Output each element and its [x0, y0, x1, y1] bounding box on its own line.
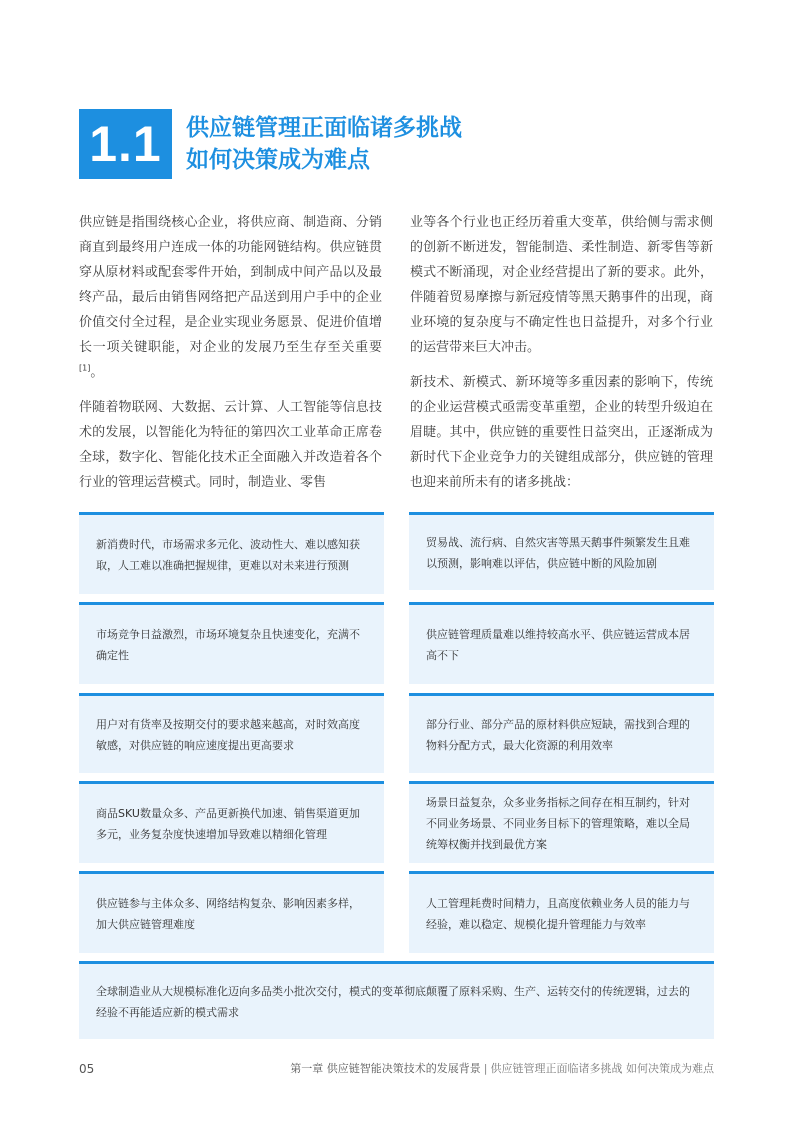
challenge-box — [79, 512, 384, 594]
challenge-box — [79, 693, 384, 773]
challenge-box — [409, 781, 714, 863]
paragraph-industry-change: 业等各个行业也正经历着重大变革，供给侧与需求侧的创新不断迸发，智能制造、柔性制造、新零售等新模式不断涌现，对企业经营提出了新的要求。此外，伴随着贸易摩擦与新冠疫情等黑天鹅事件的出现，商业环境的复杂度与不确定性也日益提升，对多个行业的运营带来巨大冲击。 — [410, 215, 713, 355]
paragraph-technology: 伴随着物联网、大数据、云计算、人工智能等信息技术的发展，以智能化为特征的第四次工业革命正席卷全球，数字化、智能化技术正全面融入并改造着各个行业的管理运营模式。同时，制造业、零售 — [79, 400, 382, 490]
challenge-box — [409, 871, 714, 953]
paragraph-end: 。 — [90, 365, 104, 380]
citation-ref[interactable]: [1] — [79, 363, 91, 373]
challenge-box — [79, 602, 384, 684]
footer-separator: | — [483, 1062, 488, 1075]
challenge-text: 供应链管理质量难以维持较高水平、供应链运营成本居高不下 — [426, 627, 690, 662]
challenge-box — [409, 602, 714, 684]
challenge-box — [79, 871, 384, 953]
challenge-text: 商品SKU数量众多、产品更新换代加速、销售渠道更加多元，业务复杂度快速增加导致难以精细化管理 — [96, 806, 360, 841]
challenge-text: 供应链参与主体众多、网络结构复杂、影响因素多样，加大供应链管理难度 — [96, 896, 360, 931]
challenge-text: 人工管理耗费时间精力，且高度依赖业务人员的能力与经验，难以稳定、规模化提升管理能力与效率 — [426, 896, 690, 931]
footer-chapter: 第一章 供应链智能决策技术的发展背景 — [290, 1062, 481, 1075]
body-column-left — [79, 210, 382, 495]
section-title-line-1: 供应链管理正面临诸多挑战 — [186, 115, 462, 141]
challenge-box-wide — [79, 961, 714, 1039]
paragraph-challenges-intro: 新技术、新模式、新环境等多重因素的影响下，传统的企业运营模式亟需变革重塑，企业的转型升级迫在眉睫。其中，供应链的重要性日益突出，正逐渐成为新时代下企业竞争力的关键组成部分，供应链的管理也迎来前所未有的诸多挑战： — [410, 375, 713, 490]
challenge-text: 全球制造业从大规模标准化迈向多品类小批次交付，模式的变革彻底颠覆了原料采购、生产、运转交付的传统逻辑，过去的经验不再能适应新的模式需求 — [96, 984, 690, 1019]
challenge-box — [409, 693, 714, 773]
body-column-right — [410, 210, 713, 495]
section-number-block: 1.1 — [79, 109, 172, 179]
challenge-box — [79, 781, 384, 863]
challenge-text: 部分行业、部分产品的原材料供应短缺，需找到合理的物料分配方式，最大化资源的利用效率 — [426, 717, 690, 752]
paragraph-text: 供应链是指围绕核心企业，将供应商、制造商、分销商直到最终用户连成一体的功能网链结构。供应链贯穿从原材料或配套零件开始，到制成中间产品以及最终产品，最后由销售网络把产品送到用户手中的企业价值交付全过程，是企业实现业务愿景、促进价值增长一项关键职能，对企业的发展乃至生存至关重要 — [79, 215, 382, 355]
paragraph-supply-chain-definition — [79, 210, 382, 385]
running-footer — [290, 1061, 714, 1077]
footer-section: 供应链管理正面临诸多挑战 如何决策成为难点 — [490, 1062, 714, 1075]
challenge-text: 贸易战、流行病、自然灾害等黑天鹅事件频繁发生且难以预测，影响难以评估，供应链中断的风险加剧 — [426, 535, 690, 570]
page-number: 05 — [79, 1062, 95, 1076]
challenge-text: 场景日益复杂，众多业务指标之间存在相互制约，针对不同业务场景、不同业务目标下的管理策略，难以全局统筹权衡并找到最优方案 — [426, 796, 690, 851]
challenge-box — [409, 512, 714, 590]
challenge-text: 新消费时代，市场需求多元化、波动性大、难以感知获取，人工难以准确把握规律，更难以对未来进行预测 — [96, 537, 360, 572]
challenge-text: 用户对有货率及按期交付的要求越来越高，对时效高度敏感，对供应链的响应速度提出更高要求 — [96, 717, 360, 752]
section-title-line-2: 如何决策成为难点 — [186, 147, 370, 173]
challenge-text: 市场竞争日益激烈，市场环境复杂且快速变化，充满不确定性 — [96, 627, 360, 662]
